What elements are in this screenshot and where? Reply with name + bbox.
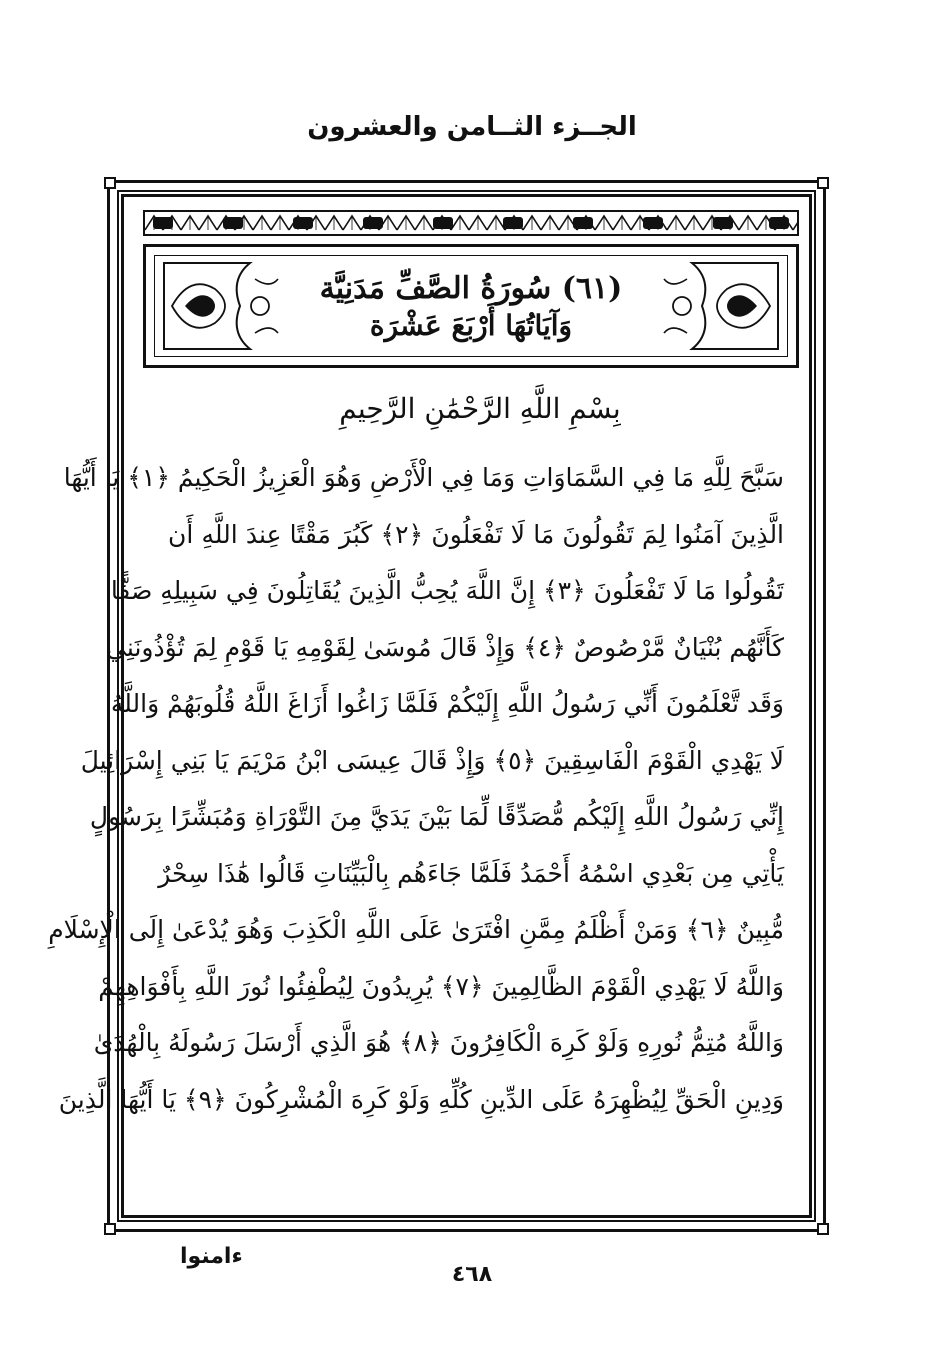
- page-number: ٤٦٨: [451, 1262, 493, 1287]
- verses-block: [48, 450, 785, 1128]
- basmala: بِسْمِ اللَّهِ الرَّحْمَٰنِ الرَّحِيمِ: [339, 392, 621, 425]
- verse-line: سَبَّحَ لِلَّهِ مَا فِي السَّمَاوَاتِ وَمَا فِي الْأَرْضِ وَهُوَ الْعَزِيزُ الْحَكِيمُ ﴿١﴾ يَا أَيُّهَا: [63, 463, 784, 492]
- verse-line: وَقَد تَّعْلَمُونَ أَنِّي رَسُولُ اللَّهِ إِلَيْكُمْ فَلَمَّا زَاغُوا أَزَاغَ اللَّهُ قُلُوبَهُمْ وَاللَّهُ: [110, 689, 784, 718]
- header-title: الجــزء الثــامن والعشرون: [307, 112, 637, 142]
- verse-line: يَأْتِي مِن بَعْدِي اسْمُهُ أَحْمَدُ فَلَمَّا جَاءَهُم بِالْبَيِّنَاتِ قَالُوا هَٰذَا سِحْرٌ: [158, 858, 784, 888]
- verse-line: كَأَنَّهُم بُنْيَانٌ مَّرْصُوصٌ ﴿٤﴾ وَإِذْ قَالَ مُوسَىٰ لِقَوْمِهِ يَا قَوْمِ لِمَ تُؤْذُونَنِي: [106, 632, 784, 662]
- frame-corner-bl: [104, 1223, 116, 1235]
- surah-verse-count: وَآيَاتُهَا أَرْبَعَ عَشْرَة: [369, 309, 573, 342]
- verse-line: لَا يَهْدِي الْقَوْمَ الْفَاسِقِينَ ﴿٥﴾ وَإِذْ قَالَ عِيسَى ابْنُ مَرْيَمَ يَا بَنِي إِسْرَائِيلَ: [80, 745, 784, 775]
- verse-line: وَدِينِ الْحَقِّ لِيُظْهِرَهُ عَلَى الدِّينِ كُلِّهِ وَلَوْ كَرِهَ الْمُشْرِكُونَ ﴿٩﴾ يَا أَيُّهَا الَّذِينَ: [58, 1084, 784, 1114]
- ornamental-band: [143, 210, 799, 236]
- ornament-pattern-icon: [145, 212, 797, 234]
- verse-line: وَاللَّهُ لَا يَهْدِي الْقَوْمَ الظَّالِمِينَ ﴿٧﴾ يُرِيدُونَ لِيُطْفِئُوا نُورَ اللَّهِ بِأَفْوَاهِهِمْ: [98, 971, 784, 1001]
- verse-line: تَقُولُوا مَا لَا تَفْعَلُونَ ﴿٣﴾ إِنَّ اللَّهَ يُحِبُّ الَّذِينَ يُقَاتِلُونَ فِي سَبِيلِهِ صَفًّا: [110, 576, 784, 605]
- frame-corner-tr: [817, 177, 829, 189]
- frame-corner-br: [817, 1223, 829, 1235]
- surah-title-cartouche: [143, 244, 799, 368]
- frame-corner-tl: [104, 177, 116, 189]
- verse-line: الَّذِينَ آمَنُوا لِمَ تَقُولُونَ مَا لَا تَفْعَلُونَ ﴿٢﴾ كَبُرَ مَقْتًا عِندَ اللَّهِ أَن: [168, 519, 785, 549]
- surah-title: (٦١) سُورَةُ الصَّفِّ مَدَنِيَّة: [319, 271, 623, 306]
- verse-line: إِنِّي رَسُولُ اللَّهِ إِلَيْكُم مُّصَدِّقًا لِّمَا بَيْنَ يَدَيَّ مِنَ التَّوْرَاةِ وَمُبَشِّرًا بِرَسُولٍ: [89, 802, 784, 831]
- verse-line: مُّبِينٌ ﴿٦﴾ وَمَنْ أَظْلَمُ مِمَّنِ افْتَرَىٰ عَلَى اللَّهِ الْكَذِبَ وَهُوَ يُدْعَىٰ إِلَى الْإِسْلَامِ: [48, 915, 784, 944]
- verse-line: وَاللَّهُ مُتِمُّ نُورِهِ وَلَوْ كَرِهَ الْكَافِرُونَ ﴿٨﴾ هُوَ الَّذِي أَرْسَلَ رَسُولَهُ بِالْهُدَىٰ: [93, 1028, 784, 1057]
- catchword: ءامنوا: [180, 1244, 243, 1269]
